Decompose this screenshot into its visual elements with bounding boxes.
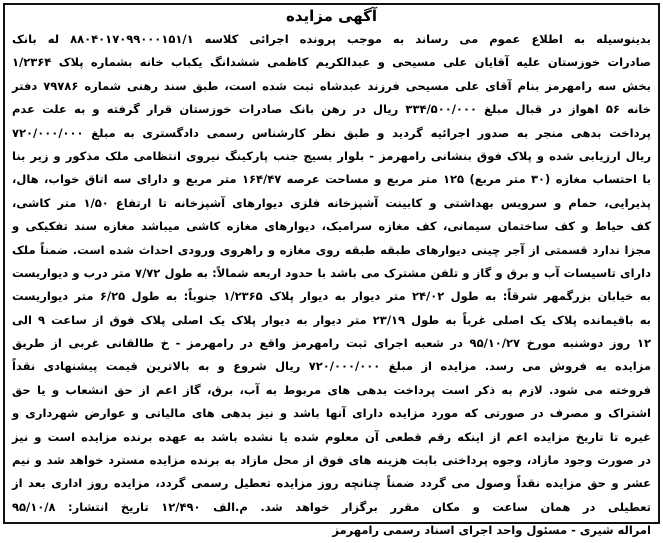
notice-line: ریال ارزیابی شده و پلاک فوق بنشانی رامهرمز - بلوار بسیج جنب پارکینگ نیروی انتظامی ملک مذکور و زیر بنا — [12, 148, 651, 163]
notice-line: در صورت وجود مازاد، وجوه پرداختی بابت هزینه های فوق از محل مازاد به برنده مزایده مسترد خواهد شد و نیم — [12, 453, 651, 468]
notice-line: دارای تاسیسات آب و برق و گاز و تلفن مشترک می باشد با حدود اربعه شمالاً: به طول ۷/۷۲ متر درب و دیواریست — [12, 265, 651, 280]
notice-body — [12, 28, 651, 543]
notice-line: صادرات خوزستان علیه آقایان علی مسیحی و عبدالکریم کاظمی ششدانگ یکباب خانه بشماره پلاک ۱/۲۳۶۴ — [12, 55, 651, 70]
notice-line: تعطیلی در همان ساعت و مکان مقرر برگزار خواهد شد. م.الف ۱۲/۴۹۰ تاریخ انتشار: ۹۵/۱۰/۸ — [12, 499, 651, 514]
notice-line: اشتراک و مصرف در صورتی که مورد مزایده دارای آنها باشد و نیز بدهی های مالیاتی و عوارض شهرداری و — [12, 406, 651, 421]
auction-notice — [3, 3, 660, 538]
notice-title: آگهی مزایده — [285, 7, 378, 25]
notice-line: به خیابان بزرگمهر شرقاً: به طول ۲۴/۰۲ متر دیوار به دیوار پلاک ۱/۲۳۶۵ جنوباً: به طول ۶/۲۵ متر دیواریست — [12, 289, 652, 304]
notice-line: ۱۲ روز دوشنبه مورخ ۹۵/۱۰/۲۷ در شعبه اجرای ثبت رامهرمز واقع در رامهرمز - خ طالقانی غربی از طریق — [12, 336, 651, 351]
notice-line: پذیرایی، حمام و سرویس بهداشتی و کابینت آشپزخانه فلزی دیوارهای آشپزخانه تا ارتفاع ۱/۵۰ متر کاشی، — [12, 195, 651, 210]
notice-line: بدینوسیله به اطلاع عموم می رساند به موجب پرونده اجرائی کلاسه ۸۸۰۴۰۱۷۰۹۹۰۰۰۱۵۱/۱ له بانک — [12, 32, 651, 46]
notice-line: بخش سه رامهرمز بنام آقای علی مسیحی فرزند عبدشاه ثبت شده است، طبق سند رهنی شماره ۷۹۷۸۶ دفتر — [12, 78, 652, 93]
notice-line: عشر و حق مزایده نقداً وصول می گردد ضمناً چنانچه روز مزایده تعطیل رسمی گردد، مزایده روز اداری بعد از — [12, 476, 651, 491]
notice-line: خانه ۵۶ اهواز در قبال مبلغ ۳۳۴/۵۰۰/۰۰۰ ریال در رهن بانک صادرات خوزستان قرار گرفته و به علت عدم — [12, 102, 651, 117]
notice-line: مزایده به فروش می رسد. مزایده از مبلغ ۷۲۰/۰۰۰/۰۰۰ ریال شروع و به بالاترین قیمت پیشنهادی نقداً — [12, 359, 651, 374]
notice-line: با احتساب مغازه (۳۰ متر مربع) ۱۲۵ متر مربع و مساحت عرصه ۱۶۴/۴۷ متر مربع و دارای سه اتاق خواب، هال، — [12, 172, 652, 187]
notice-line: کف حیاط و کف ساختمان سیمانی، کف مغازه سرامیک، دیوارهای مغازه کاشی میباشد مغازه سند تفکیکی و — [12, 219, 651, 234]
notice-line: به باقیمانده پلاک یک اصلی غرباً به طول ۲۳/۱۹ متر دیوار به دیوار پلاک یک اصلی پلاک فوق از ساعت ۹ الی — [12, 312, 652, 327]
notice-signature: امراله شیری - مسئول واحد اجرای اسناد رسمی رامهرمز — [332, 523, 651, 538]
notice-line: غیره تا تاریخ مزایده اعم از اینکه رقم قطعی آن معلوم شده یا نشده باشد به عهده برنده مزایده است و نیز — [12, 429, 651, 444]
notice-line: مجزا ندارد قسمتی از آجر چینی دیوارهای طبقه طبقه روی مغازه و راهروی ورودی احداث شده است. ضمناً ملک — [12, 242, 651, 257]
notice-line: پرداخت بدهی منجر به صدور اجرائیه گردید و طبق نظر کارشناس رسمی دادگستری به مبلغ ۷۲۰/۰۰۰/۰۰۰ — [12, 125, 651, 140]
notice-line: فروخته می شود. لازم به ذکر است پرداخت بدهی های مربوط به آب، برق، گاز اعم از حق انشعاب و یا حق — [12, 382, 651, 397]
